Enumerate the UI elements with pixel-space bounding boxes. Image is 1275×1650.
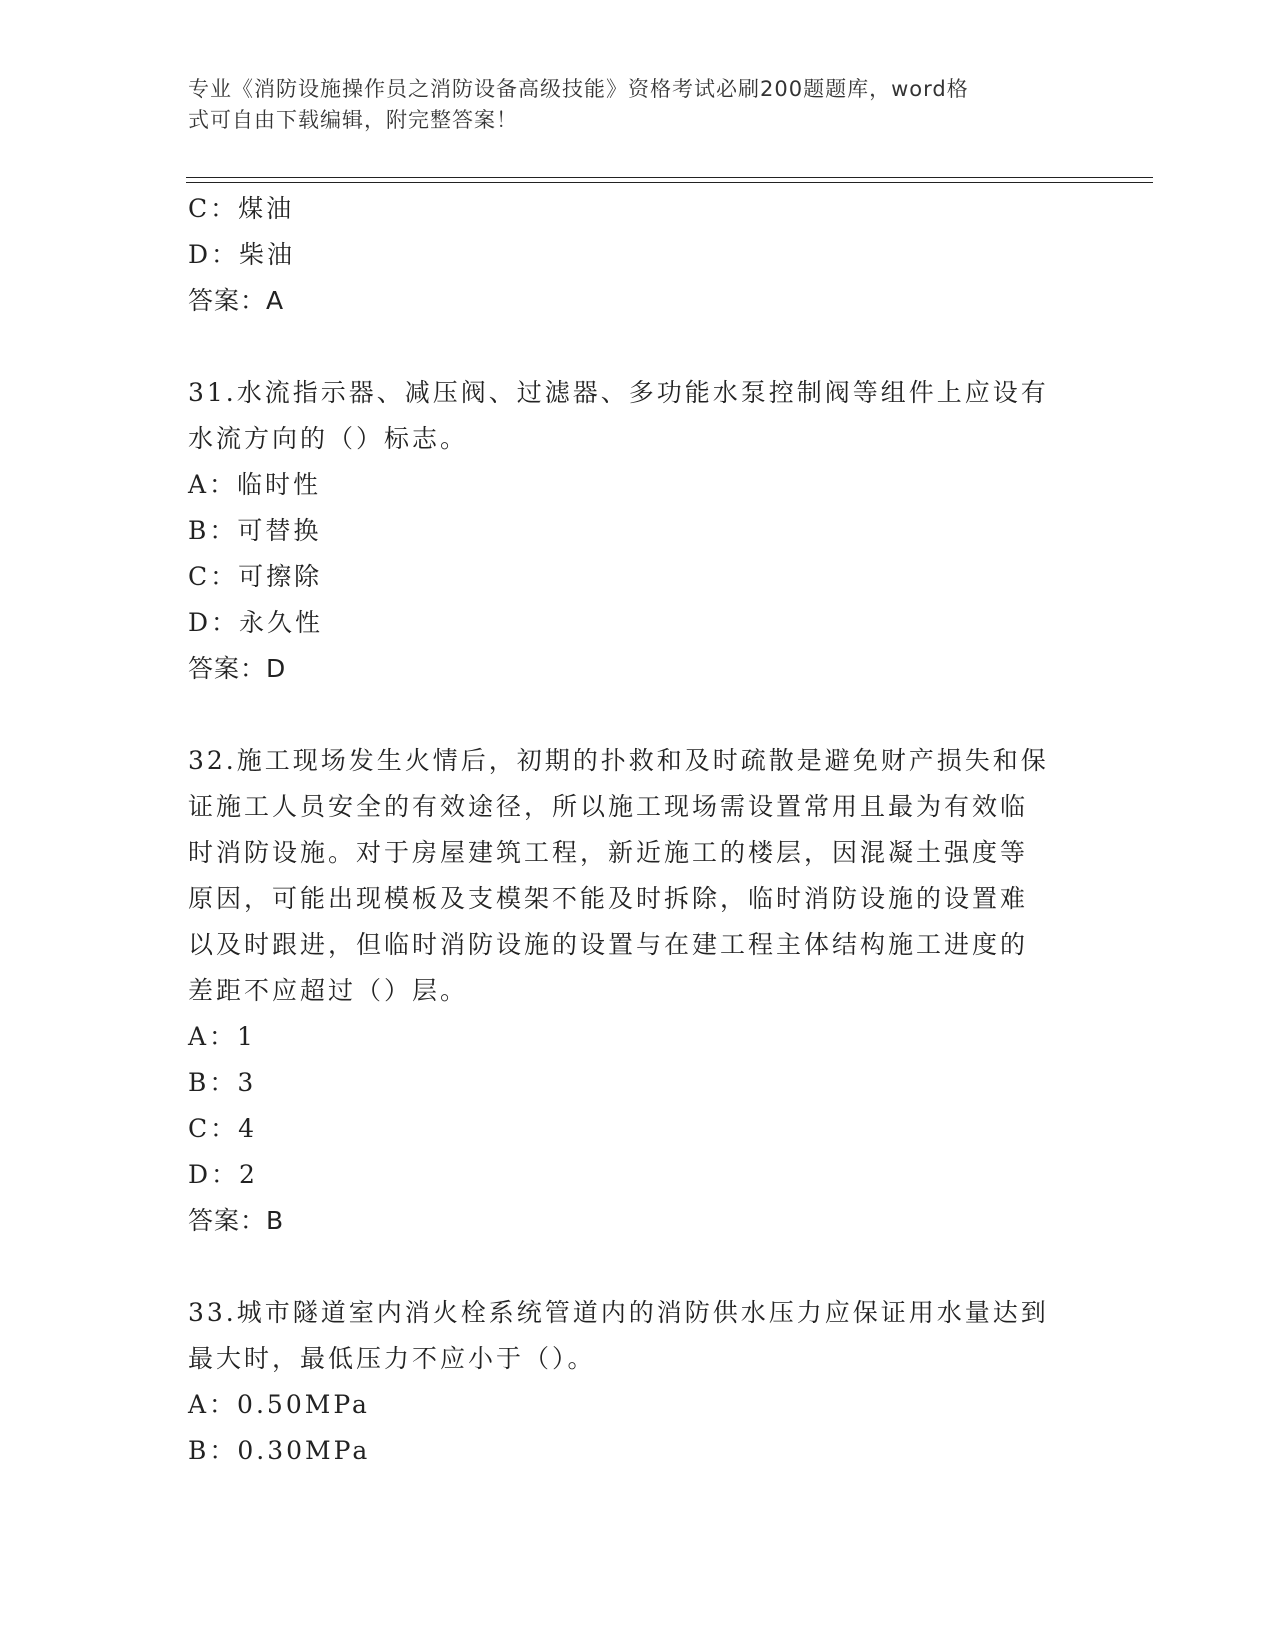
question-32-line-6: 差距不应超过（）层。 xyxy=(188,976,469,1005)
header-line-1: 专业《消防设施操作员之消防设备高级技能》资格考试必刷200题题库，word格 xyxy=(188,77,969,101)
header-divider-bottom xyxy=(186,182,1153,183)
question-32-line-5: 以及时跟进，但临时消防设施的设置与在建工程主体结构施工进度的 xyxy=(188,930,1029,959)
option-b: B：3 xyxy=(188,1068,257,1097)
header-line-2: 式可自由下载编辑，附完整答案！ xyxy=(188,108,518,132)
answer-text: 答案：B xyxy=(188,1206,285,1235)
option-b: B：0.30MPa xyxy=(188,1436,371,1465)
option-d: D：永久性 xyxy=(188,608,324,637)
question-31-line-2: 水流方向的（）标志。 xyxy=(188,424,469,453)
option-d: D：柴油 xyxy=(188,240,296,269)
spacer xyxy=(188,324,1068,370)
option-a: A：1 xyxy=(188,1022,256,1051)
option-c: C：可擦除 xyxy=(188,562,323,591)
option-a: A：临时性 xyxy=(188,470,322,499)
option-c: C：煤油 xyxy=(188,194,295,223)
spacer xyxy=(188,692,1068,738)
option-d: D：2 xyxy=(188,1160,258,1189)
question-33-line-2: 最大时，最低压力不应小于（）。 xyxy=(188,1344,596,1373)
question-32-line-3: 时消防设施。对于房屋建筑工程，新近施工的楼层，因混凝土强度等 xyxy=(188,838,1029,867)
option-b: B：可替换 xyxy=(188,516,322,545)
option-c: C：4 xyxy=(188,1114,258,1143)
document-header xyxy=(188,74,1068,136)
header-divider-top xyxy=(186,177,1153,178)
question-31-line-1: 31.水流指示器、减压阀、过滤器、多功能水泵控制阀等组件上应设有 xyxy=(188,378,1049,407)
question-32-line-4: 原因，可能出现模板及支模架不能及时拆除，临时消防设施的设置难 xyxy=(188,884,1029,913)
option-a: A：0.50MPa xyxy=(188,1390,370,1419)
question-32-line-1: 32.施工现场发生火情后，初期的扑救和及时疏散是避免财产损失和保 xyxy=(188,746,1049,775)
answer-text: 答案：D xyxy=(188,654,287,683)
question-33-line-1: 33.城市隧道室内消火栓系统管道内的消防供水压力应保证用水量达到 xyxy=(188,1298,1049,1327)
question-32-line-2: 证施工人员安全的有效途径，所以施工现场需设置常用且最为有效临 xyxy=(188,792,1029,821)
answer-text: 答案：A xyxy=(188,286,285,315)
question-content xyxy=(188,186,1068,1474)
spacer xyxy=(188,1244,1068,1290)
